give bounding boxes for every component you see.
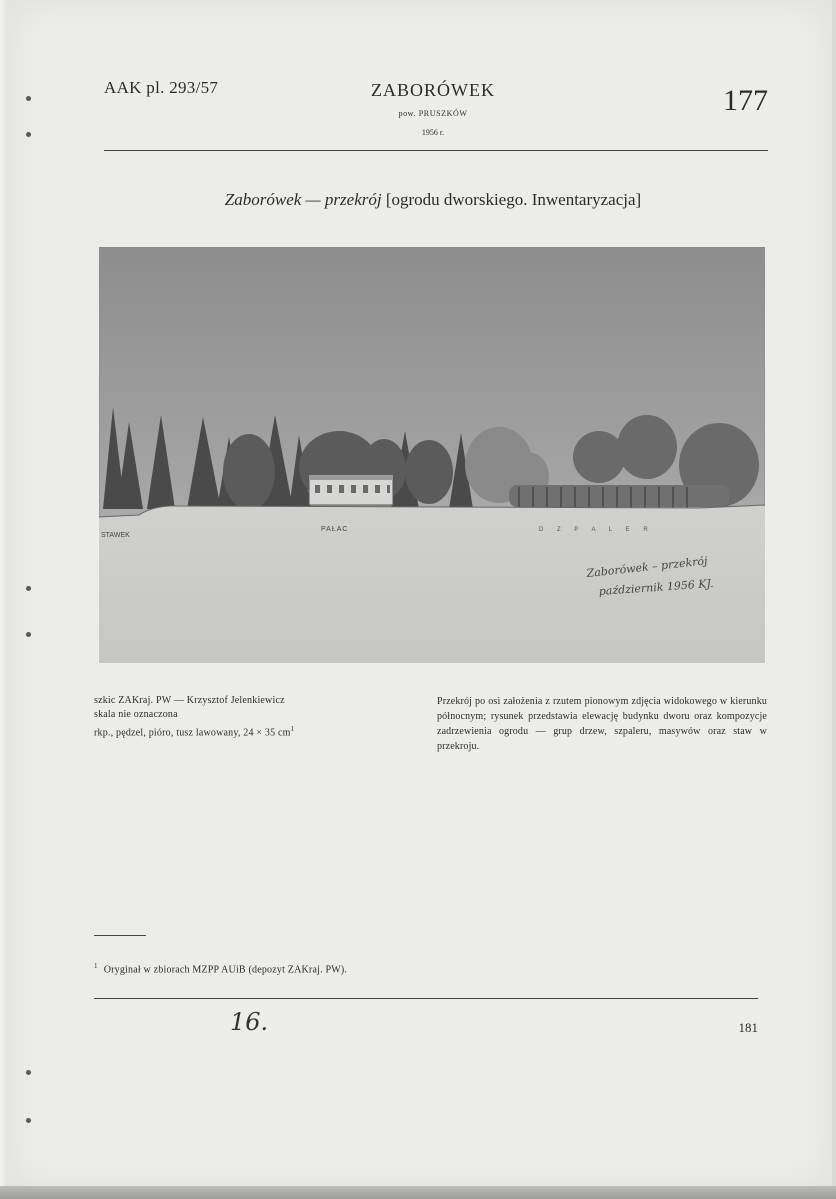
drawing-description: Przekrój po osi założenia z rzutem pionowym zdjęcia widokowego w kierunku północnym; rysunek przedstawia elewację budynku dworu oraz kompozycje zadrzewienia ogrodu — grup drzew, szpaleru, masywów oraz staw w przekroju. — [437, 696, 767, 752]
handwritten-note-1: Zaborówek – przekrój — [585, 554, 709, 580]
handwritten-number: 16. — [230, 1008, 269, 1036]
caption-italic: Zaborówek — przekrój — [224, 190, 382, 209]
plate-number: 177 — [723, 84, 768, 117]
hedge-row — [509, 485, 729, 507]
footer-rule — [94, 998, 758, 999]
binding-hole-mark — [26, 96, 31, 101]
page-title: ZABORÓWEK — [371, 80, 495, 100]
handwritten-note-2: październik 1956 KJ. — [598, 576, 714, 598]
binding-hole-mark — [26, 1118, 31, 1123]
garden-section-drawing — [99, 247, 765, 663]
label-manor: PAŁAC — [321, 526, 349, 533]
archive-reference: AAK pl. 293/57 — [104, 78, 219, 97]
caption-rest: [ogrodu dworskiego. Inwentaryzacja] — [381, 190, 642, 209]
drawing-metadata — [94, 694, 374, 740]
footnote-mark: 1 — [94, 962, 98, 970]
meta-technique: rkp., pędzel, pióro, tusz lawowany, 24 × 35 $cm^1$ — [94, 725, 295, 739]
footnote — [94, 962, 594, 975]
footnote-rule — [94, 935, 146, 936]
county-label: pow. PRUSZKÓW — [398, 109, 468, 118]
scan-edge — [0, 0, 8, 1199]
footnote-text: Oryginał w zbiorach MZPP AUiB (depozyt ZAKraj. PW). — [103, 964, 348, 976]
binding-hole-mark — [26, 132, 31, 137]
meta-scale: skala nie oznaczona — [94, 709, 178, 720]
footnote-ref: 1 — [290, 725, 295, 733]
scan-edge-bottom — [0, 1186, 836, 1199]
manor-house — [309, 475, 393, 505]
label-pond: STAWEK — [101, 532, 130, 539]
year-label: 1956 r. — [421, 128, 445, 137]
figure-caption — [100, 190, 766, 210]
label-hedge: D Z P A L E R — [539, 527, 654, 533]
page-number: 181 — [738, 1020, 758, 1035]
header-rule — [104, 150, 768, 151]
meta-author: szkic ZAKraj. PW — Krzysztof Jelenkiewicz — [94, 695, 285, 706]
binding-hole-mark — [26, 586, 31, 591]
binding-hole-mark — [26, 1070, 31, 1075]
binding-hole-mark — [26, 632, 31, 637]
